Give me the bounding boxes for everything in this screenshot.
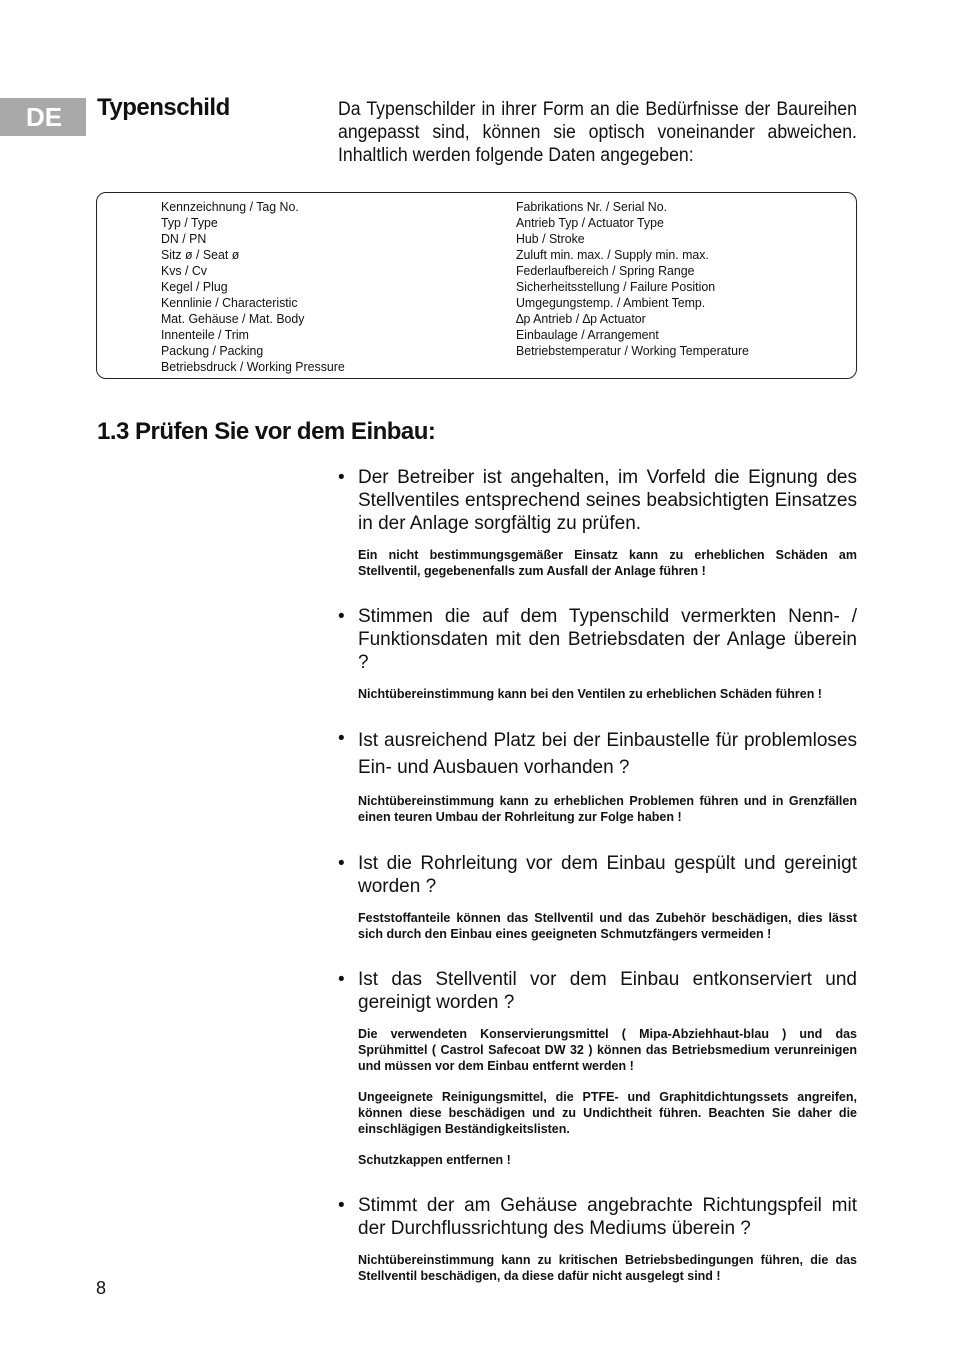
check-note: Ein nicht bestimmungsgemäßer Einsatz kann zu erheblichen Schäden am Stellventil, gegebenenfalls zum Ausfall der Anlage führen ! bbox=[358, 548, 857, 578]
nameplate-field: Mat. Gehäuse / Mat. Body bbox=[161, 311, 305, 326]
typenschild-heading: Typenschild bbox=[97, 94, 230, 121]
bullet-icon: • bbox=[338, 467, 345, 488]
check-note: Nichtübereinstimmung kann bei den Ventilen zu erheblichen Schäden führen ! bbox=[358, 687, 822, 701]
check-question: Ist ausreichend Platz bei der Einbaustelle für problemloses Ein- und Ausbauen vorhanden ? bbox=[358, 730, 857, 778]
checklist-item bbox=[338, 605, 857, 702]
bullet-icon: • bbox=[338, 853, 345, 874]
nameplate-box bbox=[96, 192, 857, 379]
checklist-item bbox=[338, 852, 857, 942]
nameplate-field: ∆p Antrieb / ∆p Actuator bbox=[516, 311, 646, 326]
nameplate-field: Kvs / Cv bbox=[161, 263, 207, 278]
nameplate-field: Sitz ø / Seat ø bbox=[161, 247, 240, 262]
check-question: Stimmen die auf dem Typenschild vermerkten Nenn- / Funktionsdaten mit den Betriebsdaten der Anlage überein ? bbox=[358, 606, 857, 673]
check-question: Der Betreiber ist angehalten, im Vorfeld die Eignung des Stellventiles entsprechend seines beabsichtigten Einsatzes in der Anlage sorgfältig zu prüfen. bbox=[358, 467, 857, 534]
check-question: Ist die Rohrleitung vor dem Einbau gespült und gereinigt worden ? bbox=[358, 853, 857, 897]
section-heading: 1.3 Prüfen Sie vor dem Einbau: bbox=[97, 418, 436, 445]
nameplate-field: Sicherheitsstellung / Failure Position bbox=[516, 279, 716, 294]
checklist-item bbox=[338, 968, 857, 1168]
nameplate-field: Fabrikations Nr. / Serial No. bbox=[516, 199, 668, 214]
checklist-item bbox=[338, 1194, 857, 1284]
nameplate-field: Einbaulage / Arrangement bbox=[516, 327, 659, 342]
nameplate-field: Packung / Packing bbox=[161, 343, 264, 358]
bullet-icon: • bbox=[338, 1195, 345, 1216]
nameplate-field: Innenteile / Trim bbox=[161, 327, 249, 342]
bullet-icon: • bbox=[338, 728, 345, 749]
bullet-icon: • bbox=[338, 606, 345, 627]
nameplate-field: DN / PN bbox=[161, 231, 207, 246]
nameplate-field: Betriebstemperatur / Working Temperature bbox=[516, 343, 749, 358]
nameplate-field: Kegel / Plug bbox=[161, 279, 228, 294]
check-question: Ist das Stellventil vor dem Einbau entkonserviert und gereinigt worden ? bbox=[358, 969, 857, 1013]
nameplate-right-column bbox=[516, 199, 761, 359]
check-note: Die verwendeten Konservierungsmittel ( Mipa-Abziehhaut-blau ) und das Sprühmittel ( Castrol Safecoat DW 32 ) können das Betriebsmedium verunreinigen und müssen vor dem Einbau entfernt werden ! bbox=[358, 1027, 857, 1073]
nameplate-field: Typ / Type bbox=[161, 215, 218, 230]
nameplate-field: Kennlinie / Characteristic bbox=[161, 295, 298, 310]
check-note: Feststoffanteile können das Stellventil und das Zubehör beschädigen, dies lässt sich durch den Einbau eines geeigneten Schmutzfängers vermeiden ! bbox=[358, 911, 857, 941]
typenschild-intro: Da Typenschilder in ihrer Form an die Bedürfnisse der Baureihen angepasst sind, können sie optisch voneinander abweichen. Inhaltlich werden folgende Daten angegeben: bbox=[338, 99, 857, 166]
nameplate-field: Betriebsdruck / Working Pressure bbox=[161, 359, 345, 374]
check-note: Nichtübereinstimmung kann zu erheblichen Problemen führen und in Grenzfällen einen teuren Umbau der Rohrleitung zur Folge haben ! bbox=[358, 794, 857, 824]
check-note: Schutzkappen entfernen ! bbox=[358, 1153, 511, 1167]
check-question: Stimmt der am Gehäuse angebrachte Richtungspfeil mit der Durchflussrichtung des Mediums überein ? bbox=[358, 1195, 857, 1239]
checklist bbox=[338, 466, 857, 1284]
check-note: Ungeeignete Reinigungsmittel, die PTFE- und Graphitdichtungssets angreifen, können diese beschädigen und zu Undichtheit führen. Beachten Sie daher die einschlägigen Beständigkeitslisten. bbox=[358, 1090, 857, 1136]
checklist-item bbox=[338, 466, 857, 579]
check-note: Nichtübereinstimmung kann zu kritischen Betriebsbedingungen führen, die das Stellventil beschädigen, da diese dafür nicht ausgelegt sind ! bbox=[358, 1253, 857, 1283]
nameplate-field: Federlaufbereich / Spring Range bbox=[516, 263, 695, 278]
language-tab: DE bbox=[0, 98, 86, 136]
bullet-icon: • bbox=[338, 969, 345, 990]
nameplate-field: Hub / Stroke bbox=[516, 231, 585, 246]
checklist-item bbox=[338, 727, 857, 825]
page-number: 8 bbox=[96, 1278, 107, 1298]
nameplate-left-column bbox=[161, 199, 354, 375]
nameplate-field: Kennzeichnung / Tag No. bbox=[161, 199, 299, 214]
nameplate-field: Umgegungstemp. / Ambient Temp. bbox=[516, 295, 706, 310]
nameplate-field: Zuluft min. max. / Supply min. max. bbox=[516, 247, 709, 262]
nameplate-field: Antrieb Typ / Actuator Type bbox=[516, 215, 664, 230]
